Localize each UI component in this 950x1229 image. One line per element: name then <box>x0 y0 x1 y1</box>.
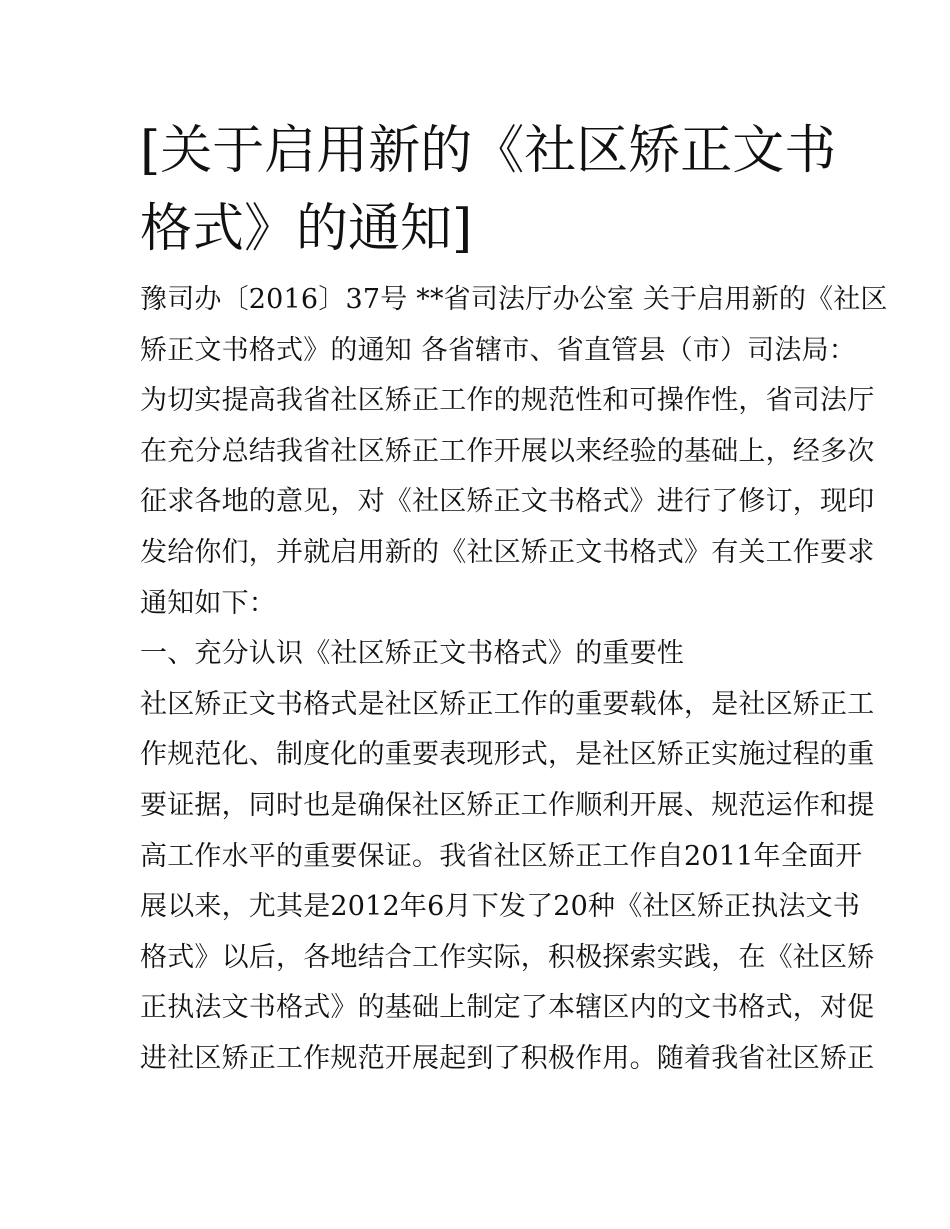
body-line: 豫司办〔2016〕37号 **省司法厅办公室 关于启用新的《社区 <box>140 284 888 315</box>
title-line: [关于启用新的《社区矫正文书 <box>140 121 837 181</box>
body-line: 格式》以后，各地结合工作实际，积极探索实践，在《社区矫 <box>140 941 875 973</box>
body-line: 矫正文书格式》的通知 各省辖市、省直管县（市）司法局： <box>140 334 856 366</box>
body-line: 正执法文书格式》的基础上制定了本辖区内的文书格式，对促 <box>140 992 875 1024</box>
body-line: 通知如下： <box>140 587 276 619</box>
body-line: 在充分总结我省社区矫正工作开展以来经验的基础上，经多次 <box>140 435 875 467</box>
body-line: 征求各地的意见，对《社区矫正文书格式》进行了修订，现印 <box>140 486 875 518</box>
body-line: 为切实提高我省社区矫正工作的规范性和可操作性，省司法厅 <box>140 385 875 417</box>
body-line: 要证据，同时也是确保社区矫正工作顺利开展、规范运作和提 <box>140 789 875 821</box>
title-line: 格式》的通知] <box>140 199 473 259</box>
body-line: 作规范化、制度化的重要表现形式，是社区矫正实施过程的重 <box>140 739 875 771</box>
body-line: 展以来，尤其是2012年6月下发了20种《社区矫正执法文书 <box>140 891 861 923</box>
body-line: 社区矫正文书格式是社区矫正工作的重要载体，是社区矫正工 <box>140 688 875 720</box>
body-line: 高工作水平的重要保证。我省社区矫正工作自2011年全面开 <box>140 840 863 872</box>
section-heading: 一、充分认识《社区矫正文书格式》的重要性 <box>140 638 684 670</box>
document-body <box>140 275 888 1085</box>
body-line: 发给你们，并就启用新的《社区矫正文书格式》有关工作要求 <box>140 536 875 568</box>
document-title <box>140 112 836 268</box>
body-line: 进社区矫正工作规范开展起到了积极作用。随着我省社区矫正 <box>140 1042 875 1074</box>
